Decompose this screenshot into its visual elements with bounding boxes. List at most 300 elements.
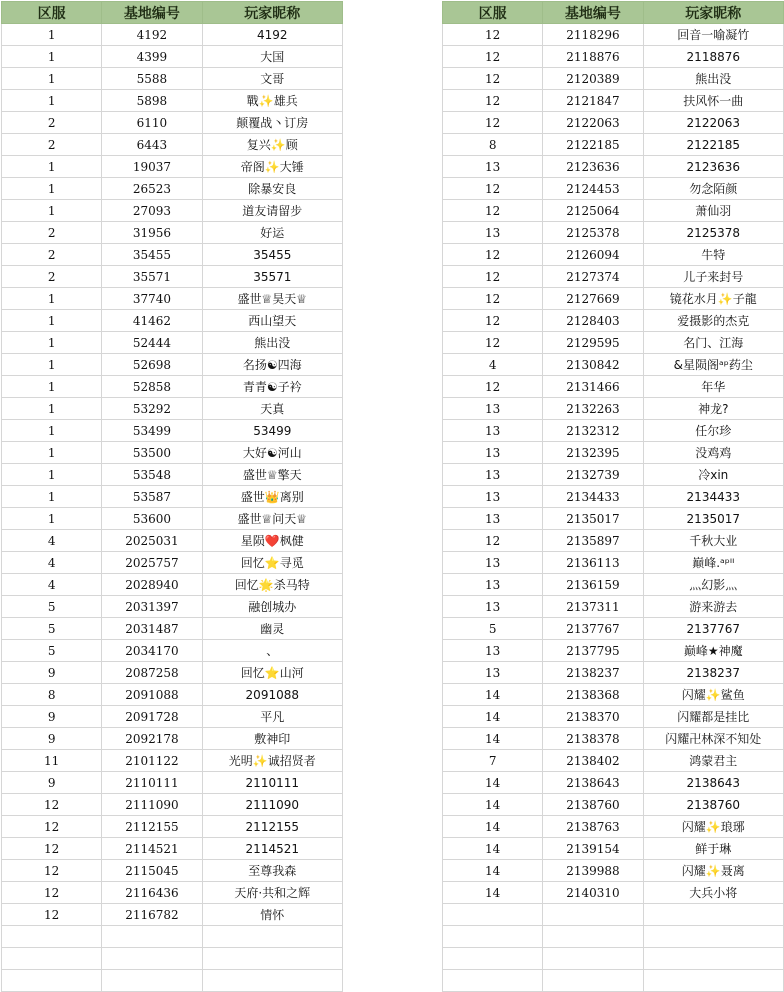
base-id-cell[interactable]: 2138402 <box>543 750 643 772</box>
base-id-cell[interactable]: 2135897 <box>543 530 643 552</box>
base-id-cell[interactable]: 37740 <box>102 288 202 310</box>
server-cell[interactable]: 1 <box>2 310 102 332</box>
nickname-cell[interactable]: 勿念陌颜 <box>643 178 783 200</box>
server-cell[interactable]: 13 <box>443 464 543 486</box>
table-row <box>443 838 784 860</box>
column-header-server[interactable]: 区服 <box>2 2 102 24</box>
server-cell[interactable]: 5 <box>2 618 102 640</box>
nickname-cell[interactable]: 镜花水月✨子龍 <box>643 288 783 310</box>
table-row <box>443 574 784 596</box>
nickname-cell[interactable] <box>202 970 342 992</box>
server-cell[interactable]: 12 <box>443 266 543 288</box>
base-id-cell[interactable]: 2120389 <box>543 68 643 90</box>
base-id-cell[interactable]: 6443 <box>102 134 202 156</box>
base-id-cell[interactable]: 2132739 <box>543 464 643 486</box>
nickname-cell[interactable]: 爱摄影的杰克 <box>643 310 783 332</box>
nickname-cell[interactable] <box>202 948 342 970</box>
column-header-nickname[interactable]: 玩家昵称 <box>202 2 342 24</box>
nickname-cell[interactable]: &星陨阁ᵃᵖ药尘 <box>643 354 783 376</box>
server-cell[interactable]: 12 <box>443 90 543 112</box>
server-cell[interactable]: 13 <box>443 398 543 420</box>
server-cell[interactable]: 13 <box>443 596 543 618</box>
base-id-cell[interactable]: 53499 <box>102 420 202 442</box>
server-cell[interactable]: 5 <box>2 596 102 618</box>
nickname-cell[interactable]: 2122063 <box>643 112 783 134</box>
base-id-cell[interactable]: 2140310 <box>543 882 643 904</box>
nickname-cell[interactable]: 盛世♕昊天♕ <box>202 288 342 310</box>
server-cell[interactable]: 1 <box>2 376 102 398</box>
nickname-cell[interactable] <box>643 904 783 926</box>
base-id-cell[interactable]: 19037 <box>102 156 202 178</box>
nickname-cell[interactable]: 年华 <box>643 376 783 398</box>
nickname-cell[interactable]: 灬幻影灬 <box>643 574 783 596</box>
base-id-cell[interactable]: 2139154 <box>543 838 643 860</box>
base-id-cell[interactable]: 2092178 <box>102 728 202 750</box>
base-id-cell[interactable]: 2115045 <box>102 860 202 882</box>
base-id-cell[interactable]: 2123636 <box>543 156 643 178</box>
nickname-cell[interactable]: 道友请留步 <box>202 200 342 222</box>
base-id-cell[interactable]: 2126094 <box>543 244 643 266</box>
left-table-body <box>2 24 343 992</box>
nickname-cell[interactable]: 青青☯子衿 <box>202 376 342 398</box>
nickname-cell[interactable]: 融创城办 <box>202 596 342 618</box>
server-cell[interactable]: 14 <box>443 706 543 728</box>
table-row <box>443 596 784 618</box>
nickname-cell[interactable] <box>643 970 783 992</box>
nickname-cell[interactable] <box>202 926 342 948</box>
base-id-cell[interactable]: 2134433 <box>543 486 643 508</box>
server-cell[interactable] <box>443 948 543 970</box>
base-id-cell[interactable]: 2031397 <box>102 596 202 618</box>
nickname-cell[interactable]: 闪耀都是挂比 <box>643 706 783 728</box>
nickname-cell[interactable]: 好运 <box>202 222 342 244</box>
base-id-cell[interactable]: 2137767 <box>543 618 643 640</box>
nickname-cell[interactable]: 颠覆战丶订房 <box>202 112 342 134</box>
server-cell[interactable]: 5 <box>2 640 102 662</box>
base-id-cell[interactable]: 4192 <box>102 24 202 46</box>
server-cell[interactable]: 12 <box>443 46 543 68</box>
nickname-cell[interactable]: 神龙? <box>643 398 783 420</box>
nickname-cell[interactable]: 回忆⭐山河 <box>202 662 342 684</box>
server-cell[interactable] <box>443 926 543 948</box>
server-cell[interactable]: 12 <box>2 816 102 838</box>
nickname-cell[interactable]: 平凡 <box>202 706 342 728</box>
nickname-cell[interactable]: 游来游去 <box>643 596 783 618</box>
server-cell[interactable]: 14 <box>443 794 543 816</box>
nickname-cell[interactable]: 光明✨诚招贤者 <box>202 750 342 772</box>
table-row <box>2 112 343 134</box>
nickname-cell[interactable]: 2138643 <box>643 772 783 794</box>
server-cell[interactable]: 1 <box>2 68 102 90</box>
table-row <box>443 706 784 728</box>
server-cell[interactable] <box>2 970 102 992</box>
nickname-cell[interactable]: 熊出没 <box>202 332 342 354</box>
base-id-cell[interactable]: 5898 <box>102 90 202 112</box>
base-id-cell[interactable]: 2091088 <box>102 684 202 706</box>
nickname-cell[interactable]: 2125378 <box>643 222 783 244</box>
server-cell[interactable]: 9 <box>2 662 102 684</box>
server-cell[interactable]: 13 <box>443 222 543 244</box>
nickname-cell[interactable]: 名扬☯四海 <box>202 354 342 376</box>
nickname-cell[interactable]: 西山望天 <box>202 310 342 332</box>
server-cell[interactable]: 1 <box>2 486 102 508</box>
base-id-cell[interactable]: 2131466 <box>543 376 643 398</box>
server-cell[interactable]: 12 <box>443 68 543 90</box>
nickname-cell[interactable]: 千秋大业 <box>643 530 783 552</box>
server-cell[interactable]: 1 <box>2 354 102 376</box>
server-cell[interactable]: 14 <box>443 772 543 794</box>
table-row <box>2 574 343 596</box>
base-id-cell[interactable]: 2127669 <box>543 288 643 310</box>
server-cell[interactable]: 1 <box>2 398 102 420</box>
nickname-cell[interactable]: 星陨❤️枫健 <box>202 530 342 552</box>
base-id-cell[interactable]: 2129595 <box>543 332 643 354</box>
base-id-cell[interactable]: 2139988 <box>543 860 643 882</box>
table-row <box>2 442 343 464</box>
base-id-cell[interactable]: 2122063 <box>543 112 643 134</box>
base-id-cell[interactable]: 2101122 <box>102 750 202 772</box>
server-cell[interactable]: 2 <box>2 244 102 266</box>
nickname-cell[interactable]: 闪耀✨聂离 <box>643 860 783 882</box>
nickname-cell[interactable]: 2138760 <box>643 794 783 816</box>
server-cell[interactable]: 14 <box>443 728 543 750</box>
nickname-cell[interactable]: 鸿蒙君主 <box>643 750 783 772</box>
nickname-cell[interactable]: 53499 <box>202 420 342 442</box>
server-cell[interactable]: 9 <box>2 706 102 728</box>
nickname-cell[interactable]: 大国 <box>202 46 342 68</box>
nickname-cell[interactable] <box>643 926 783 948</box>
nickname-cell[interactable]: 2123636 <box>643 156 783 178</box>
server-cell[interactable]: 11 <box>2 750 102 772</box>
server-cell[interactable]: 13 <box>443 486 543 508</box>
table-row <box>443 970 784 992</box>
base-id-cell[interactable]: 2110111 <box>102 772 202 794</box>
nickname-cell[interactable]: 冷xin <box>643 464 783 486</box>
base-id-cell[interactable]: 53292 <box>102 398 202 420</box>
base-id-cell[interactable]: 2138237 <box>543 662 643 684</box>
server-cell[interactable]: 2 <box>2 134 102 156</box>
server-cell[interactable]: 4 <box>443 354 543 376</box>
base-id-cell[interactable]: 2121847 <box>543 90 643 112</box>
nickname-cell[interactable]: 回忆🌟杀马特 <box>202 574 342 596</box>
server-cell[interactable]: 13 <box>443 552 543 574</box>
nickname-cell[interactable]: 4192 <box>202 24 342 46</box>
server-cell[interactable]: 4 <box>2 530 102 552</box>
nickname-cell[interactable]: 名门、江海 <box>643 332 783 354</box>
base-id-cell[interactable]: 27093 <box>102 200 202 222</box>
nickname-cell[interactable]: 幽灵 <box>202 618 342 640</box>
nickname-cell[interactable]: 2138237 <box>643 662 783 684</box>
base-id-cell[interactable]: 2111090 <box>102 794 202 816</box>
nickname-cell[interactable]: 没鸡鸡 <box>643 442 783 464</box>
nickname-cell[interactable]: 文哥 <box>202 68 342 90</box>
base-id-cell[interactable]: 41462 <box>102 310 202 332</box>
column-header-base-id[interactable]: 基地编号 <box>102 2 202 24</box>
base-id-cell[interactable]: 2132395 <box>543 442 643 464</box>
base-id-cell[interactable]: 2125378 <box>543 222 643 244</box>
nickname-cell[interactable]: 鲜于琳 <box>643 838 783 860</box>
server-cell[interactable]: 4 <box>2 574 102 596</box>
server-cell[interactable]: 1 <box>2 288 102 310</box>
nickname-cell[interactable]: 盛世♕问天♕ <box>202 508 342 530</box>
base-id-cell[interactable] <box>543 904 643 926</box>
base-id-cell[interactable]: 53600 <box>102 508 202 530</box>
server-cell[interactable]: 12 <box>443 530 543 552</box>
nickname-cell[interactable]: 巅峰★神魔 <box>643 640 783 662</box>
server-cell[interactable] <box>2 926 102 948</box>
base-id-cell[interactable]: 2138643 <box>543 772 643 794</box>
header-row <box>2 2 343 24</box>
server-cell[interactable]: 1 <box>2 508 102 530</box>
nickname-cell[interactable]: 戰✨雄兵 <box>202 90 342 112</box>
table-row <box>2 618 343 640</box>
base-id-cell[interactable]: 2122185 <box>543 134 643 156</box>
table-row <box>2 486 343 508</box>
server-cell[interactable]: 13 <box>443 574 543 596</box>
base-id-cell[interactable]: 2127374 <box>543 266 643 288</box>
server-cell[interactable]: 8 <box>2 684 102 706</box>
base-id-cell[interactable] <box>543 970 643 992</box>
base-id-cell[interactable]: 2124453 <box>543 178 643 200</box>
base-id-cell[interactable]: 2116782 <box>102 904 202 926</box>
nickname-cell[interactable]: 2118876 <box>643 46 783 68</box>
server-cell[interactable]: 1 <box>2 420 102 442</box>
server-cell[interactable]: 12 <box>443 200 543 222</box>
nickname-cell[interactable]: 熊出没 <box>643 68 783 90</box>
column-header-nickname[interactable]: 玩家昵称 <box>643 2 783 24</box>
server-cell[interactable]: 12 <box>2 838 102 860</box>
base-id-cell[interactable]: 2130842 <box>543 354 643 376</box>
base-id-cell[interactable]: 2132263 <box>543 398 643 420</box>
nickname-cell[interactable]: 任尔珍 <box>643 420 783 442</box>
base-id-cell[interactable]: 2116436 <box>102 882 202 904</box>
base-id-cell[interactable]: 35455 <box>102 244 202 266</box>
server-cell[interactable]: 12 <box>443 24 543 46</box>
table-row <box>2 288 343 310</box>
base-id-cell[interactable]: 2091728 <box>102 706 202 728</box>
server-cell[interactable]: 12 <box>2 794 102 816</box>
server-cell[interactable]: 1 <box>2 442 102 464</box>
table-row <box>2 794 343 816</box>
base-id-cell[interactable]: 2034170 <box>102 640 202 662</box>
base-id-cell[interactable] <box>543 948 643 970</box>
server-cell[interactable]: 2 <box>2 266 102 288</box>
server-cell[interactable]: 14 <box>443 882 543 904</box>
nickname-cell[interactable]: 帝阁✨大锤 <box>202 156 342 178</box>
table-row <box>443 310 784 332</box>
nickname-cell[interactable] <box>643 948 783 970</box>
base-id-cell[interactable]: 2132312 <box>543 420 643 442</box>
table-row <box>2 420 343 442</box>
nickname-cell[interactable]: 萧仙羽 <box>643 200 783 222</box>
base-id-cell[interactable]: 4399 <box>102 46 202 68</box>
base-id-cell[interactable]: 2031487 <box>102 618 202 640</box>
column-header-base-id[interactable]: 基地编号 <box>543 2 643 24</box>
base-id-cell[interactable]: 2028940 <box>102 574 202 596</box>
base-id-cell[interactable]: 2136113 <box>543 552 643 574</box>
nickname-cell[interactable]: 儿子来封号 <box>643 266 783 288</box>
server-cell[interactable]: 12 <box>443 332 543 354</box>
base-id-cell[interactable]: 2138368 <box>543 684 643 706</box>
base-id-cell[interactable]: 26523 <box>102 178 202 200</box>
server-cell[interactable]: 12 <box>443 244 543 266</box>
nickname-cell[interactable]: 天府·共和之辉 <box>202 882 342 904</box>
base-id-cell[interactable]: 2137311 <box>543 596 643 618</box>
base-id-cell[interactable]: 2125064 <box>543 200 643 222</box>
nickname-cell[interactable]: 35571 <box>202 266 342 288</box>
server-cell[interactable]: 13 <box>443 640 543 662</box>
server-cell[interactable] <box>2 948 102 970</box>
nickname-cell[interactable]: 2112155 <box>202 816 342 838</box>
base-id-cell[interactable]: 52444 <box>102 332 202 354</box>
base-id-cell[interactable]: 2138760 <box>543 794 643 816</box>
nickname-cell[interactable]: 巅峰.ᵃᵖᴵᴵ <box>643 552 783 574</box>
table-row <box>2 728 343 750</box>
base-id-cell[interactable]: 2025757 <box>102 552 202 574</box>
base-id-cell[interactable]: 2138370 <box>543 706 643 728</box>
server-cell[interactable]: 13 <box>443 442 543 464</box>
server-cell[interactable]: 8 <box>443 134 543 156</box>
base-id-cell[interactable]: 2114521 <box>102 838 202 860</box>
base-id-cell[interactable]: 52858 <box>102 376 202 398</box>
nickname-cell[interactable]: 35455 <box>202 244 342 266</box>
table-row <box>443 904 784 926</box>
server-cell[interactable]: 13 <box>443 420 543 442</box>
table-row <box>443 750 784 772</box>
nickname-cell[interactable]: 回忆⭐寻觅 <box>202 552 342 574</box>
nickname-cell[interactable]: 扶风怀一曲 <box>643 90 783 112</box>
nickname-cell[interactable]: 2111090 <box>202 794 342 816</box>
server-cell[interactable]: 9 <box>2 772 102 794</box>
server-cell[interactable]: 2 <box>2 112 102 134</box>
server-cell[interactable]: 12 <box>2 904 102 926</box>
nickname-cell[interactable]: 敷神印 <box>202 728 342 750</box>
base-id-cell[interactable]: 2137795 <box>543 640 643 662</box>
server-cell[interactable]: 1 <box>2 46 102 68</box>
base-id-cell[interactable]: 6110 <box>102 112 202 134</box>
server-cell[interactable]: 4 <box>2 552 102 574</box>
nickname-cell[interactable]: 2110111 <box>202 772 342 794</box>
table-row <box>443 530 784 552</box>
base-id-cell[interactable]: 2135017 <box>543 508 643 530</box>
base-id-cell[interactable]: 2112155 <box>102 816 202 838</box>
base-id-cell[interactable] <box>543 926 643 948</box>
server-cell[interactable]: 5 <box>443 618 543 640</box>
nickname-cell[interactable]: 2137767 <box>643 618 783 640</box>
nickname-cell[interactable]: 至尊我森 <box>202 860 342 882</box>
nickname-cell[interactable]: 天真 <box>202 398 342 420</box>
base-id-cell[interactable]: 2138763 <box>543 816 643 838</box>
base-id-cell[interactable]: 2136159 <box>543 574 643 596</box>
server-cell[interactable]: 1 <box>2 156 102 178</box>
server-cell[interactable]: 12 <box>443 112 543 134</box>
nickname-cell[interactable]: 2135017 <box>643 508 783 530</box>
server-cell[interactable]: 9 <box>2 728 102 750</box>
nickname-cell[interactable]: 大兵小将 <box>643 882 783 904</box>
table-row <box>2 882 343 904</box>
nickname-cell[interactable]: 2091088 <box>202 684 342 706</box>
server-cell[interactable]: 14 <box>443 684 543 706</box>
base-id-cell[interactable]: 53587 <box>102 486 202 508</box>
nickname-cell[interactable]: 除暴安良 <box>202 178 342 200</box>
server-cell[interactable] <box>443 970 543 992</box>
base-id-cell[interactable]: 53500 <box>102 442 202 464</box>
server-cell[interactable]: 1 <box>2 24 102 46</box>
server-cell[interactable]: 1 <box>2 178 102 200</box>
table-row <box>2 904 343 926</box>
base-id-cell[interactable] <box>102 926 202 948</box>
base-id-cell[interactable]: 5588 <box>102 68 202 90</box>
nickname-cell[interactable]: 2122185 <box>643 134 783 156</box>
base-id-cell[interactable]: 52698 <box>102 354 202 376</box>
server-cell[interactable]: 12 <box>2 860 102 882</box>
server-cell[interactable]: 2 <box>2 222 102 244</box>
server-cell[interactable]: 14 <box>443 816 543 838</box>
nickname-cell[interactable]: 、 <box>202 640 342 662</box>
server-cell[interactable] <box>443 904 543 926</box>
table-row <box>2 90 343 112</box>
table-row <box>2 46 343 68</box>
server-cell[interactable]: 7 <box>443 750 543 772</box>
nickname-cell[interactable]: 复兴✨顾 <box>202 134 342 156</box>
nickname-cell[interactable]: 回音一喻凝竹 <box>643 24 783 46</box>
server-cell[interactable]: 1 <box>2 332 102 354</box>
table-row <box>2 640 343 662</box>
nickname-cell[interactable]: 闪耀卍林深不知处 <box>643 728 783 750</box>
table-row <box>2 970 343 992</box>
column-header-server[interactable]: 区服 <box>443 2 543 24</box>
base-id-cell[interactable]: 2087258 <box>102 662 202 684</box>
nickname-cell[interactable]: 大好☯河山 <box>202 442 342 464</box>
base-id-cell[interactable]: 2118296 <box>543 24 643 46</box>
base-id-cell[interactable] <box>102 948 202 970</box>
table-row <box>2 376 343 398</box>
table-row <box>2 156 343 178</box>
server-cell[interactable]: 12 <box>443 178 543 200</box>
base-id-cell[interactable]: 35571 <box>102 266 202 288</box>
base-id-cell[interactable]: 2128403 <box>543 310 643 332</box>
base-id-cell[interactable]: 31956 <box>102 222 202 244</box>
server-cell[interactable]: 1 <box>2 464 102 486</box>
server-cell[interactable]: 12 <box>2 882 102 904</box>
nickname-cell[interactable]: 闪耀✨鲨鱼 <box>643 684 783 706</box>
server-cell[interactable]: 12 <box>443 288 543 310</box>
server-cell[interactable]: 12 <box>443 310 543 332</box>
server-cell[interactable]: 13 <box>443 508 543 530</box>
base-id-cell[interactable] <box>102 970 202 992</box>
base-id-cell[interactable]: 2025031 <box>102 530 202 552</box>
server-cell[interactable]: 1 <box>2 90 102 112</box>
server-cell[interactable]: 14 <box>443 838 543 860</box>
nickname-cell[interactable]: 牛特 <box>643 244 783 266</box>
nickname-cell[interactable]: 闪耀✨琅琊 <box>643 816 783 838</box>
nickname-cell[interactable]: 盛世♕擎天 <box>202 464 342 486</box>
server-cell[interactable]: 14 <box>443 860 543 882</box>
base-id-cell[interactable]: 53548 <box>102 464 202 486</box>
base-id-cell[interactable]: 2118876 <box>543 46 643 68</box>
table-row <box>443 486 784 508</box>
nickname-cell[interactable]: 盛世👑离别 <box>202 486 342 508</box>
server-cell[interactable]: 1 <box>2 200 102 222</box>
nickname-cell[interactable]: 2134433 <box>643 486 783 508</box>
server-cell[interactable]: 13 <box>443 662 543 684</box>
server-cell[interactable]: 13 <box>443 156 543 178</box>
nickname-cell[interactable]: 情怀 <box>202 904 342 926</box>
nickname-cell[interactable]: 2114521 <box>202 838 342 860</box>
table-row <box>443 288 784 310</box>
base-id-cell[interactable]: 2138378 <box>543 728 643 750</box>
server-cell[interactable]: 12 <box>443 376 543 398</box>
